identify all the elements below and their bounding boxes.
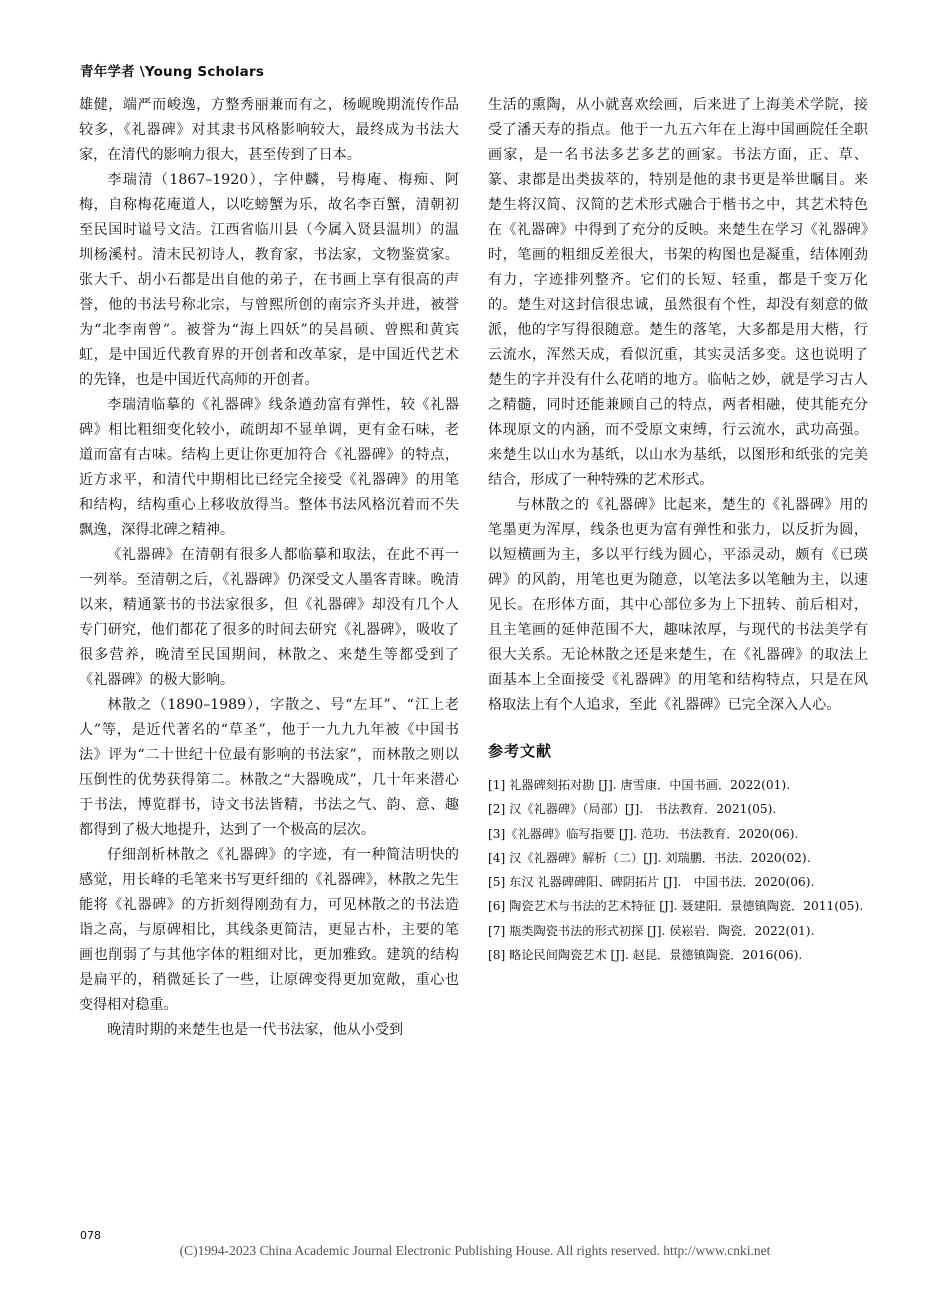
references-title: 参考文献: [488, 742, 553, 760]
copyright-footer: (C)1994-2023 China Academic Journal Electronic Publishing House. All rights reserved. http://www.cnki.net: [179, 1243, 771, 1258]
reference-item: [2] 汉《礼器碑》（局部）[J]. 书法教育．2021(05).: [488, 802, 777, 817]
reference-item: [5] 东汉 礼器碑碑阳、碑阴拓片 [J]. 中国书法．2020(06).: [488, 875, 815, 890]
journal-header: 青年学者 \Young Scholars: [80, 64, 265, 80]
reference-item: [6] 陶瓷艺术与书法的艺术特征 [J]. 聂建阳．景德镇陶瓷．2011(05).: [488, 899, 864, 914]
body-paragraph: 林散之（1890–1989），字散之、号“左耳”、“江上老人”等，是近代著名的“草圣”，他于一九九九年被《中国书法》评为“二十世纪十位最有影响的书法家”，而林散之则以压倒性的优势获得第二。林散之“大器晚成”，几十年来潜心于书法，博览群书，诗文书法皆精，书法之气、韵、意、趣都得到了极大地提升，达到了一个极高的层次。: [79, 697, 459, 838]
left-column: [79, 93, 459, 1043]
reference-item: [4] 汉《礼器碑》解析（二）[J]. 刘瑞鹏．书法．2020(02).: [488, 850, 811, 865]
right-column: [488, 93, 868, 969]
body-paragraph: 李瑞清（1867–1920），字仲麟，号梅庵、梅痴、阿梅，自称梅花庵道人，以吃螃蟹为乐，故名李百蟹，清朝初至民国时谥号文洁。江西省临川县（今属入贤县温圳）的温圳杨溪村。清末民初诗人，教育家，书法家，文物鉴赏家。张大千、胡小石都是出自他的弟子，在书画上享有很高的声誉，他的书法号称北宗，与曾熙所创的南宗齐头并进，被誉为“北李南曾”。被誉为“海上四妖”的吴昌硕、曾熙和黄宾虹，是中国近代教育界的开创者和改革家，是中国近代艺术的先锋，也是中国近代高师的开创者。: [79, 172, 459, 388]
body-paragraph: 晚清时期的来楚生也是一代书法家，他从小受到: [107, 1022, 404, 1038]
references-list: [488, 775, 868, 965]
body-paragraph: 仔细剖析林散之《礼器碑》的字迹，有一种简洁明快的感觉，用长峰的毛笔来书写更纤细的《礼器碑》，林散之先生能将《礼器碑》的方折刻得刚劲有力，可见林散之的书法造诣之高，与原碑相比，其线条更简洁，更显古朴，主要的笔画也削弱了与其他字体的粗细对比，更加雅致。建筑的结构是扁平的，稍微延长了一些，让原碑变得更加宽敞，重心也变得相对稳重。: [79, 847, 459, 1013]
body-paragraph: 雄健，端严而峻逸，方整秀丽兼而有之，杨岘晚期流传作品较多，《礼器碑》对其隶书风格影响较大，最终成为书法大家，在清代的影响力很大，甚至传到了日本。: [79, 97, 459, 163]
reference-item: [8] 略论民间陶瓷艺术 [J]. 赵昆．景德镇陶瓷．2016(06).: [488, 948, 803, 963]
body-paragraph: 生活的熏陶，从小就喜欢绘画，后来进了上海美术学院，接受了潘天寿的指点。他于一九五六年在上海中国画院任全职画家，是一名书法多艺多艺的画家。书法方面，正、草、篆、隶都是出类拔萃的，特别是他的隶书更是举世瞩目。来楚生将汉简、汉简的艺术形式融合于楷书之中，其艺术特色在《礼器碑》中得到了充分的反映。来楚生在学习《礼器碑》时，笔画的粗细反差很大，书架的构图也是凝重，结体刚劲有力，字迹排列整齐。它们的长短、轻重，都是千变万化的。楚生对这封信很忠诚，虽然很有个性，却没有刻意的做派，他的字写得很随意。楚生的落笔，大多都是用大楷，行云流水，浑然天成，看似沉重，其实灵活多变。这也说明了楚生的字并没有什么花哨的地方。临帖之妙，就是学习古人之精髓，同时还能兼顾自己的特点，两者相融，使其能充分体现原文的内涵，而不受原文束缚，行云流水，武功高强。来楚生以山水为基纸，以山水为基纸，以图形和纸张的完美结合，形成了一种特殊的艺术形式。: [488, 97, 868, 488]
reference-item: [3]《礼器碑》临写指要 [J]. 范功．书法教育．2020(06).: [488, 826, 799, 841]
body-paragraph: 《礼器碑》在清朝有很多人都临摹和取法，在此不再一一列举。至清朝之后，《礼器碑》仍深受文人墨客青睐。晚清以来，精通篆书的书法家很多，但《礼器碑》却没有几个人专门研究，他们都花了很多的时间去研究《礼器碑》，吸收了很多营养，晚清至民国期间，林散之、来楚生等都受到了《礼器碑》的极大影响。: [79, 547, 459, 688]
reference-item: [1] 礼器碑刻拓对勘 [J]. 唐雪康．中国书画．2022(01).: [488, 778, 791, 792]
page-number: 078: [80, 1229, 101, 1242]
body-paragraph: 李瑞清临摹的《礼器碑》线条遒劲富有弹性，较《礼器碑》相比粗细变化较小，疏朗却不显单调，更有金石味，老道而富有古味。结构上更让你更加符合《礼器碑》的特点，近方求平，和清代中期相比已经完全接受《礼器碑》的用笔和结构，结构重心上移收放得当。整体书法风格沉着而不失飘逸，深得北碑之精神。: [79, 397, 459, 538]
reference-item: [7] 瓶类陶瓷书法的形式初探 [J]. 侯崧岩．陶瓷．2022(01).: [488, 923, 815, 938]
body-paragraph: 与林散之的《礼器碑》比起来，楚生的《礼器碑》用的笔墨更为浑厚，线条也更为富有弹性和张力，以反折为圆，以短横画为主，多以平行线为圆心，平添灵动，颇有《已瑛碑》的风韵，用笔也更为随意，以笔法多以笔触为主，以速见长。在形体方面，其中心部位多为上下扭转、前后相对，且主笔画的延伸范围不大，趣味浓厚，与现代的书法美学有很大关系。无论林散之还是来楚生，在《礼器碑》的取法上面基本上全面接受《礼器碑》的用笔和结构特点，只是在风格取法上有个人追求，至此《礼器碑》已完全深入人心。: [488, 497, 868, 713]
